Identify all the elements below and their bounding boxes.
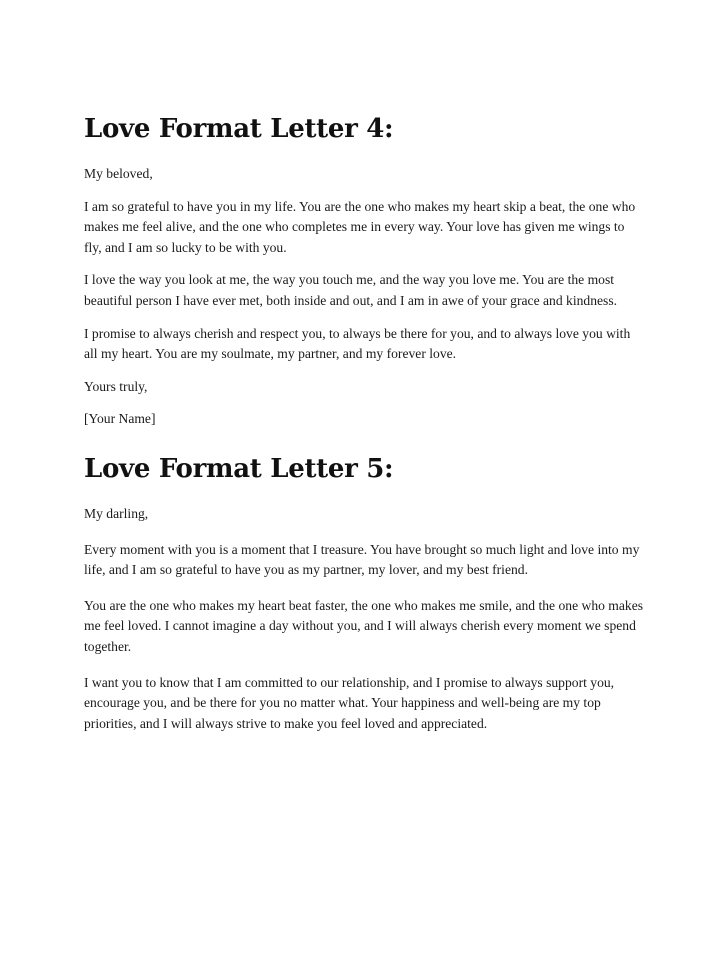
letter-5-salutation: My darling, bbox=[84, 505, 149, 521]
letter-4-paragraph-2: I love the way you look at me, the way you touch me, and the way you love me. You are the most beautiful person I have ever met, both inside and out, and I am in awe of your grace and kindness. bbox=[84, 272, 618, 308]
letter-5-paragraph-3: I want you to know that I am committed to our relationship, and I promise to always support you, encourage you, and be there for you no matter what. Your happiness and well-being are my top priorities, and I will always strive to make you feel loved and appreciated. bbox=[84, 674, 615, 731]
letter-4-paragraph-1: I am so grateful to have you in my life. You are the one who makes my heart skip a beat, the one who makes me feel alive, and the one who completes me in every way. Your love has given me wings to fly, and I am so lucky to be with you. bbox=[84, 198, 636, 255]
letter-4 bbox=[84, 112, 644, 430]
letter-4-closing: Yours truly, bbox=[84, 378, 148, 394]
letter-4-heading: Love Format Letter 4: bbox=[84, 114, 394, 144]
document-page bbox=[84, 112, 644, 749]
letter-4-salutation: My beloved, bbox=[84, 166, 153, 181]
letter-5 bbox=[84, 452, 644, 734]
letter-5-paragraph-1: Every moment with you is a moment that I treasure. You have brought so much light and love into my life, and I am so grateful to have you as my partner, my lover, and my best friend. bbox=[84, 541, 640, 578]
letter-5-heading: Love Format Letter 5: bbox=[84, 453, 394, 484]
letter-5-paragraph-2: You are the one who makes my heart beat faster, the one who makes me smile, and the one who makes me feel loved. I cannot imagine a day without you, and I will always cherish every moment we spend together. bbox=[84, 597, 644, 654]
letter-4-paragraph-3: I promise to always cherish and respect you, to always be there for you, and to always love you with all my heart. You are my soulmate, my partner, and my forever love. bbox=[84, 325, 631, 362]
letter-4-signature: [Your Name] bbox=[84, 411, 156, 427]
